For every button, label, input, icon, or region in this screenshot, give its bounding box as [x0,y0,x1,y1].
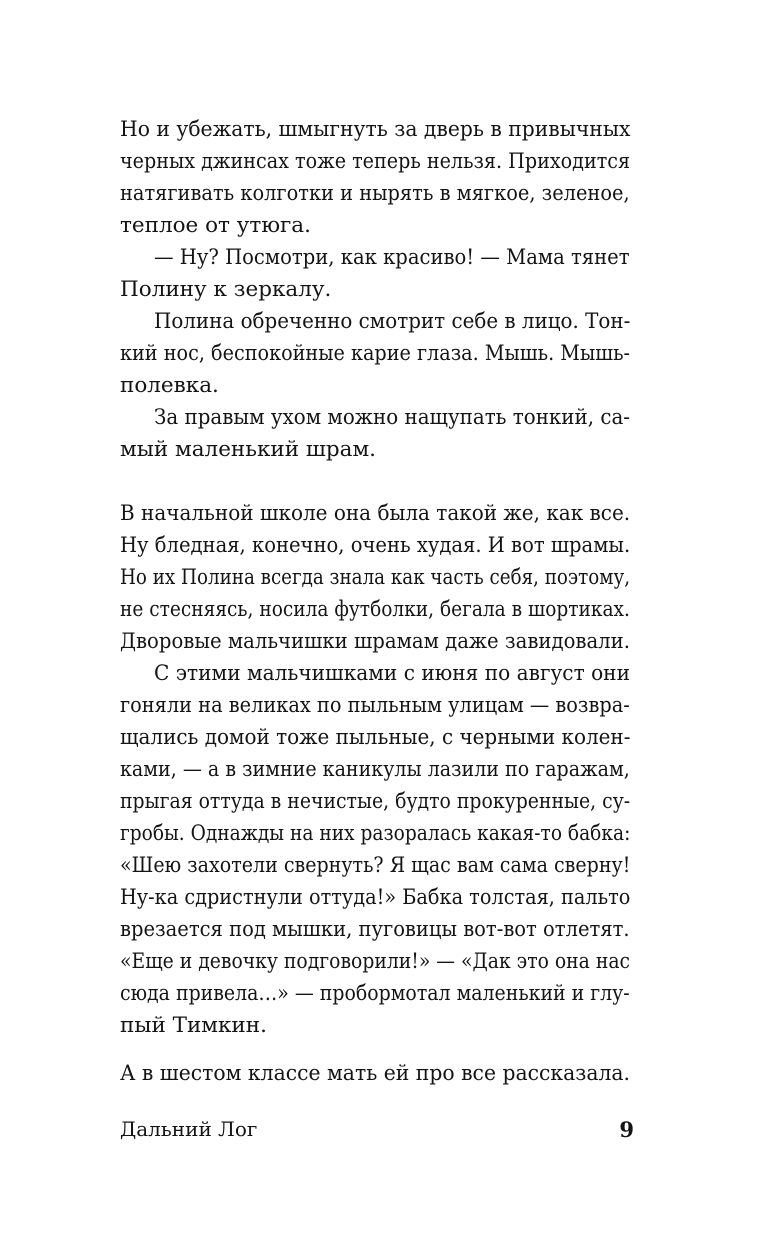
text-line: щались домой тоже пыльные, с черными колен- [120,725,631,750]
page-number: 9 [619,1117,634,1142]
text-line: Дворовые мальчишки шрамам даже завидовали. [120,629,631,654]
text-line: Ну бледная, конечно, очень худая. И вот шрамы. [120,533,631,558]
text-line: теплое от утюга. [120,213,311,238]
text-line: черных джинсах тоже теперь нельзя. Приходится [120,149,631,174]
text-line: не стесняясь, носила футболки, бегала в шортиках. [120,597,630,622]
text-line: А в шестом классе мать ей про все рассказала. [120,1061,630,1086]
text-line: За правым ухом можно нащупать тонкий, са- [154,405,630,430]
text-line: С этими мальчишками с июня по август они [154,661,630,686]
text-line: мый маленький шрам. [120,437,377,462]
text-line: ками, — а в зимние каникулы лазили по гаражам, [120,757,630,782]
text-line: кий нос, беспокойные карие глаза. Мышь. Мышь- [120,341,631,366]
text-line: — Ну? Посмотри, как красиво! — Мама тянет [154,245,630,270]
text-line: гоняли на великах по пыльным улицам — возвра- [120,693,630,718]
text-line: гробы. Однажды на них разоралась какая-то бабка: [120,821,631,846]
running-footer-title: Дальний Лог [120,1117,258,1141]
text-line: «Шею захотели свернуть? Я щас вам сама сверну! [120,853,631,878]
text-line: врезается под мышки, пуговицы вот-вот отлетят. [120,917,630,942]
text-line: Полина обреченно смотрит себе в лицо. Тон- [154,309,631,334]
text-line: Но их Полина всегда знала как часть себя, поэтому, [120,565,631,590]
text-line: Но и убежать, шмыгнуть за дверь в привычных [120,117,631,142]
text-line: В начальной школе она была такой же, как все. [120,501,631,526]
text-line: Полину к зеркалу. [120,277,332,302]
text-line: натягивать колготки и нырять в мягкое, зеленое, [120,181,630,206]
text-line: «Еще и девочку подговорили!» — «Дак это она нас [120,949,631,974]
text-line: прыгая оттуда в нечистые, будто прокуренные, су- [120,789,631,814]
text-line: полевка. [120,373,219,398]
text-line: Ну-ка сдристнули оттуда!» Бабка толстая, пальто [120,885,631,910]
text-line: сюда привела…» — пробормотал маленький и глу- [120,981,630,1006]
text-line: пый Тимкин. [120,1013,267,1038]
